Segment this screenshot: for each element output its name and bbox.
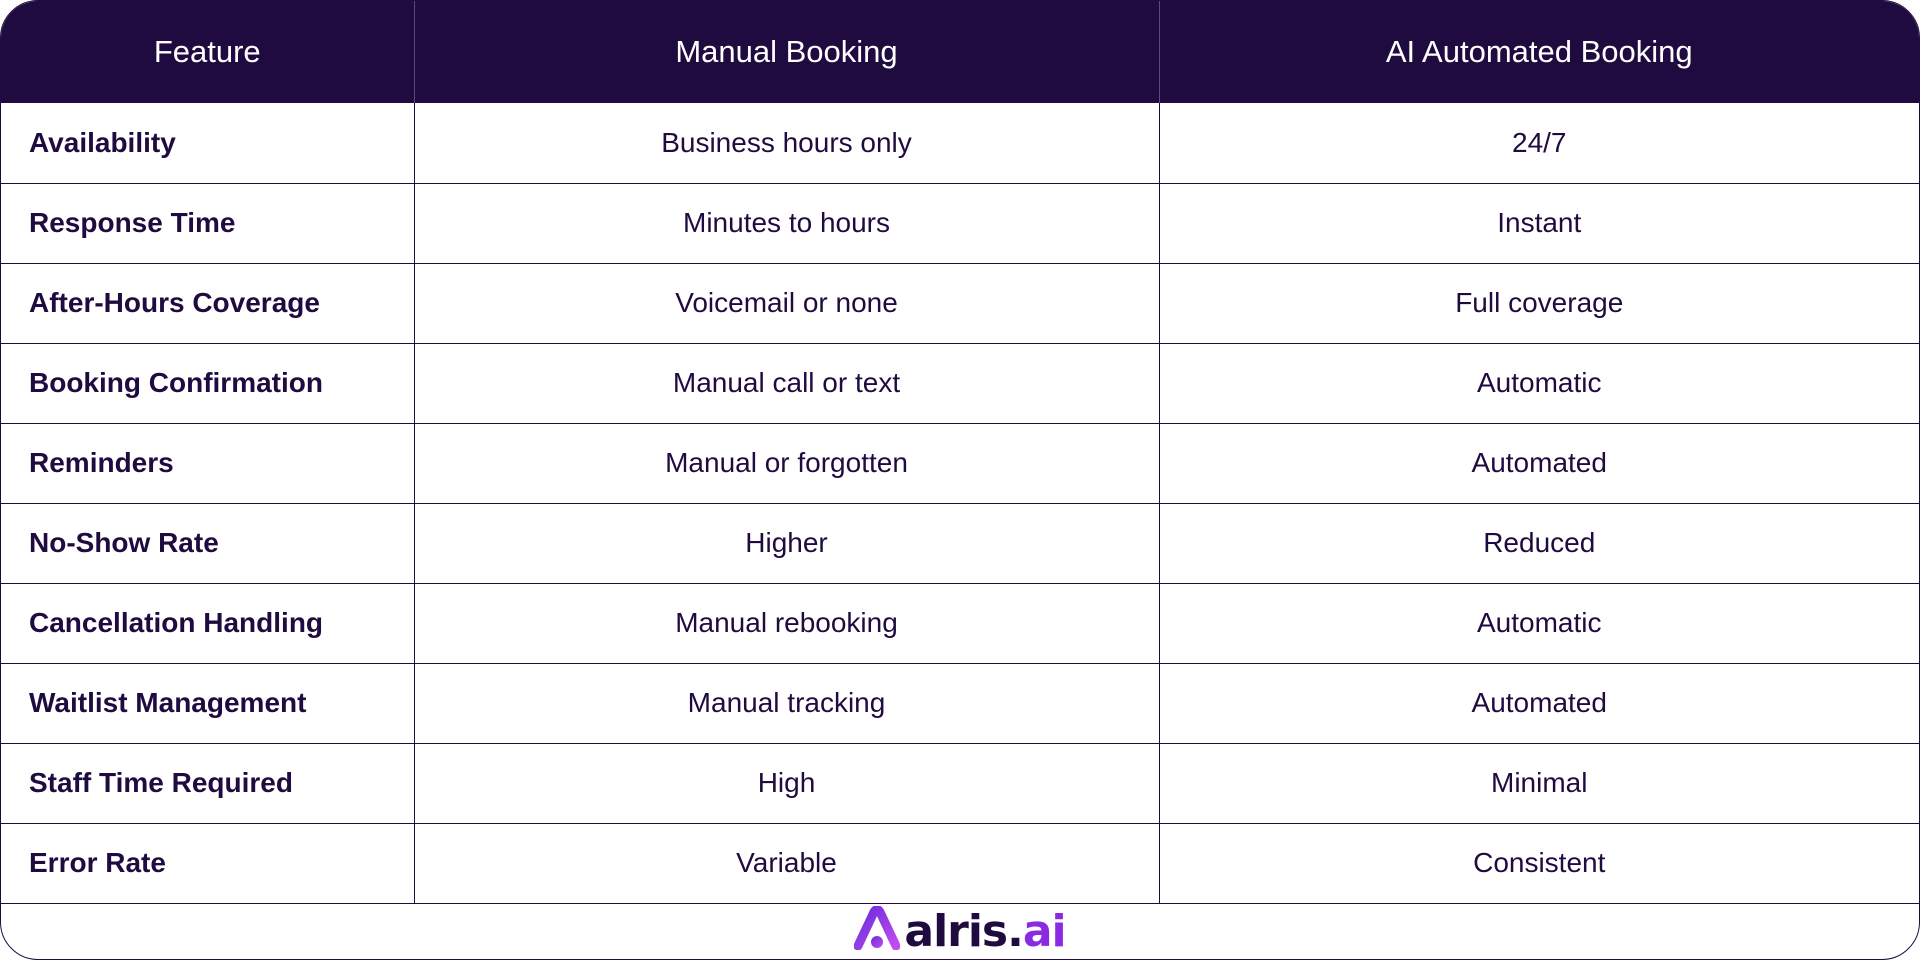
feature-cell: Reminders	[1, 423, 414, 503]
manual-cell: Business hours only	[414, 103, 1159, 183]
alris-logo-icon	[854, 906, 900, 958]
ai-cell: Minimal	[1159, 743, 1919, 823]
manual-cell: Voicemail or none	[414, 263, 1159, 343]
logo-tld: ai	[1022, 906, 1066, 957]
table-row	[1, 183, 1919, 263]
table-row	[1, 423, 1919, 503]
table-row	[1, 823, 1919, 903]
manual-cell: Manual or forgotten	[414, 423, 1159, 503]
ai-cell: Reduced	[1159, 503, 1919, 583]
feature-cell: Availability	[1, 103, 414, 183]
ai-cell: Automatic	[1159, 583, 1919, 663]
table-row	[1, 343, 1919, 423]
manual-cell: Variable	[414, 823, 1159, 903]
ai-cell: Instant	[1159, 183, 1919, 263]
table-row	[1, 583, 1919, 663]
ai-cell: Automatic	[1159, 343, 1919, 423]
header-feature: Feature	[153, 34, 261, 69]
ai-cell: 24/7	[1159, 103, 1919, 183]
table-row	[1, 503, 1919, 583]
feature-cell: Waitlist Management	[1, 663, 414, 743]
ai-cell: Full coverage	[1159, 263, 1919, 343]
manual-cell: Manual rebooking	[414, 583, 1159, 663]
feature-cell: Booking Confirmation	[1, 343, 414, 423]
feature-cell: Response Time	[1, 183, 414, 263]
feature-cell: Error Rate	[1, 823, 414, 903]
header-manual-booking: Manual Booking	[414, 1, 1159, 103]
brand-logo	[854, 906, 1065, 958]
table-header-row	[1, 1, 1919, 103]
manual-cell: Manual tracking	[414, 663, 1159, 743]
manual-cell: Minutes to hours	[414, 183, 1159, 263]
feature-cell: Staff Time Required	[1, 743, 414, 823]
table-row	[1, 743, 1919, 823]
feature-cell: No-Show Rate	[1, 503, 414, 583]
ai-cell: Automated	[1159, 423, 1919, 503]
comparison-table	[1, 1, 1919, 904]
manual-cell: Manual call or text	[414, 343, 1159, 423]
table-row	[1, 103, 1919, 183]
footer	[1, 905, 1919, 959]
ai-cell: Consistent	[1159, 823, 1919, 903]
logo-wordmark: alris.	[904, 906, 1023, 957]
manual-cell: Higher	[414, 503, 1159, 583]
manual-cell: High	[414, 743, 1159, 823]
table-row	[1, 263, 1919, 343]
ai-cell: Automated	[1159, 663, 1919, 743]
feature-cell: Cancellation Handling	[1, 583, 414, 663]
feature-cell: After-Hours Coverage	[1, 263, 414, 343]
header-ai-automated-booking: AI Automated Booking	[1159, 1, 1919, 103]
table-row	[1, 663, 1919, 743]
